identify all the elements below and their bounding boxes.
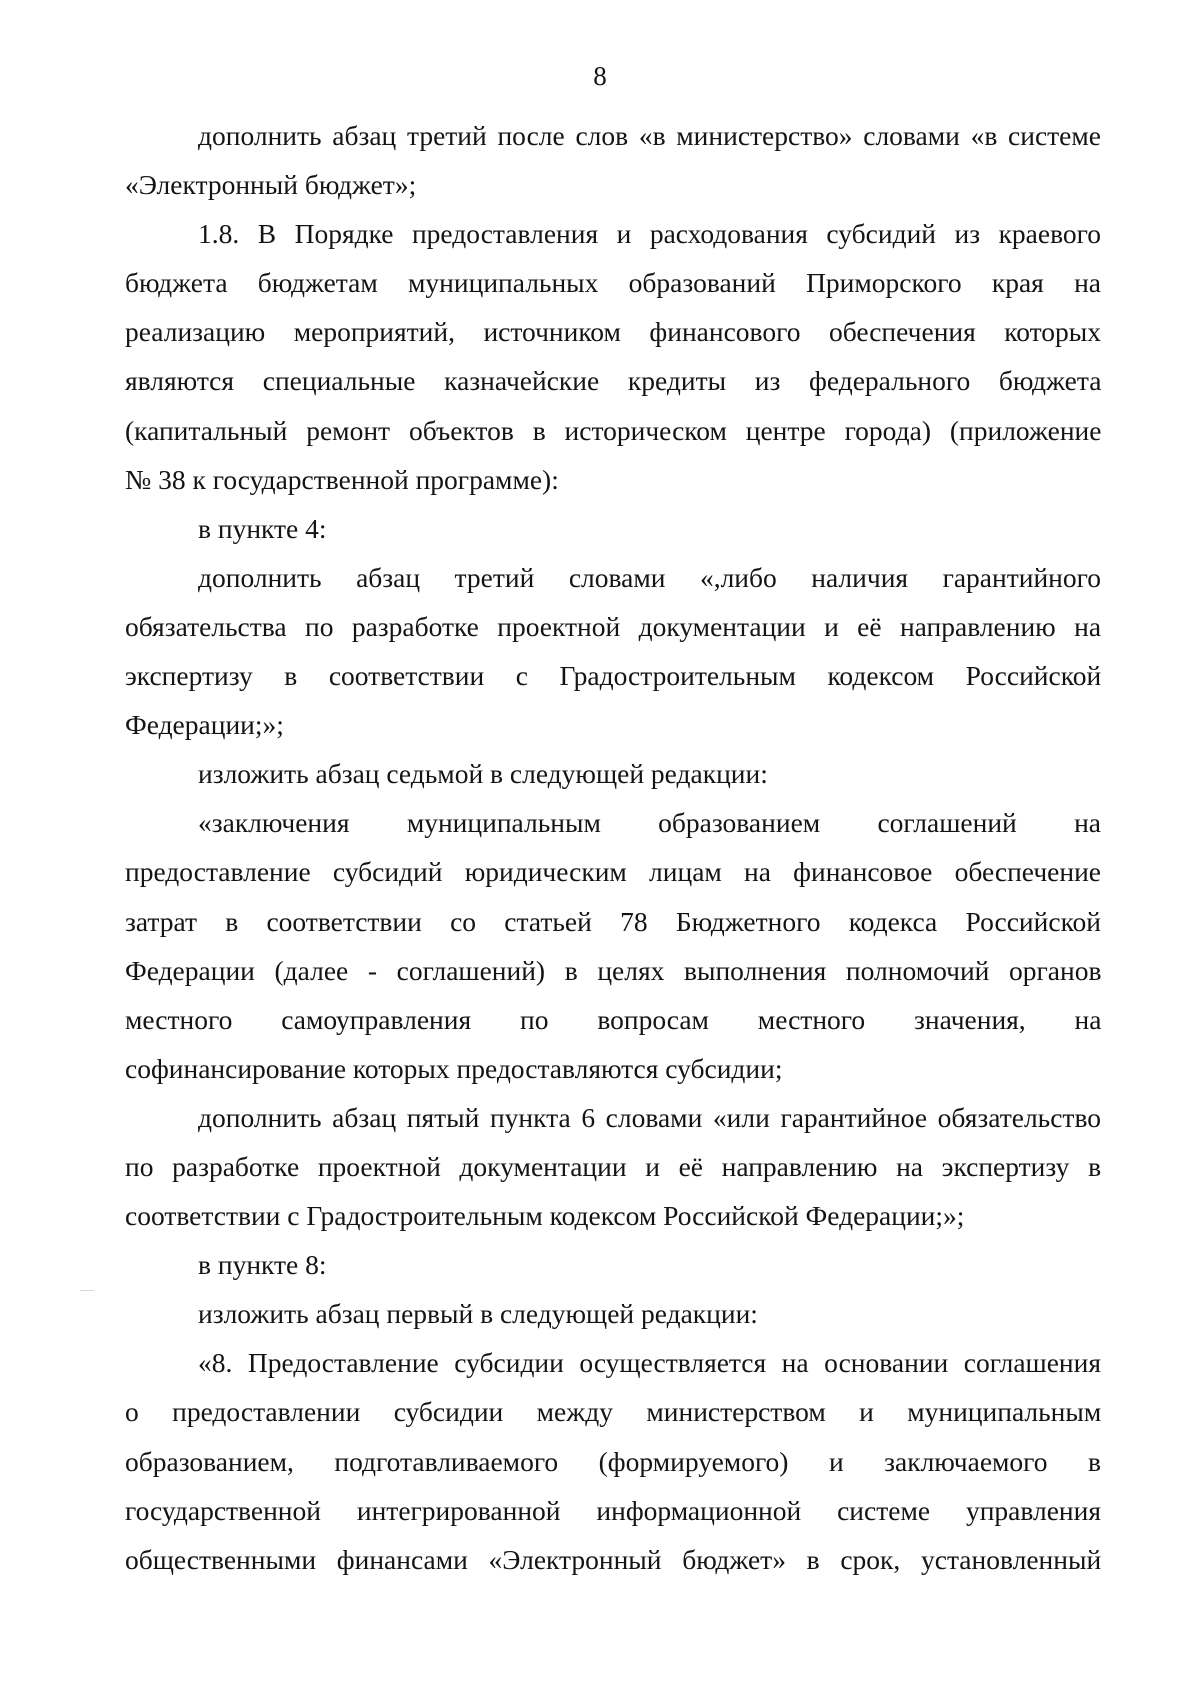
paragraph-line: предоставление субсидий юридическим лицам на финансовое обеспечение (125, 856, 1101, 888)
document-body (125, 111, 1101, 1584)
paragraph-line: «заключения муниципальным образованием соглашений на (198, 807, 1101, 839)
paragraph-line: затрат в соответствии со статьей 78 Бюджетного кодекса Российской (125, 905, 1102, 937)
paragraph-line: соответствии с Градостроительным кодексом Российской Федерации;»; (125, 1200, 965, 1232)
paragraph-line: экспертизу в соответствии с Градостроительным кодексом Российской (125, 660, 1102, 692)
paragraph-line: Федерации (далее - соглашений) в целях выполнения полномочий органов (125, 954, 1102, 986)
paragraph-line: бюджета бюджетам муниципальных образований Приморского края на (125, 267, 1101, 299)
paragraph-line: по разработке проектной документации и её направлению на экспертизу в (125, 1150, 1102, 1182)
paragraph-line: реализацию мероприятий, источником финансового обеспечения которых (125, 316, 1101, 348)
scan-margin-mark (80, 1290, 94, 1291)
paragraph-line: «8. Предоставление субсидии осуществляется на основании соглашения (198, 1347, 1101, 1379)
paragraph-line: образованием, подготавливаемого (формируемого) и заключаемого в (125, 1445, 1101, 1477)
paragraph-line: местного самоуправления по вопросам местного значения, на (125, 1003, 1102, 1035)
paragraph-line: о предоставлении субсидии между министерством и муниципальным (125, 1396, 1102, 1428)
paragraph-line: изложить абзац седьмой в следующей редакции: (198, 758, 768, 790)
paragraph-line: дополнить абзац третий после слов «в министерство» словами «в системе (198, 120, 1101, 151)
paragraph-5 (125, 749, 1101, 798)
page-number: 8 (593, 61, 607, 91)
paragraph-line: дополнить абзац третий словами «,либо наличия гарантийного (198, 561, 1101, 593)
paragraph-10 (125, 1338, 1101, 1583)
paragraph-3 (125, 504, 1101, 553)
paragraph-2 (125, 209, 1101, 504)
paragraph-1 (125, 111, 1101, 209)
paragraph-6 (125, 798, 1101, 1093)
paragraph-line: (капитальный ремонт объектов в историческом центре города) (приложение (125, 414, 1102, 446)
paragraph-line: № 38 к государственной программе): (125, 463, 559, 495)
paragraph-7 (125, 1093, 1101, 1240)
paragraph-4 (125, 553, 1101, 749)
paragraph-8 (125, 1240, 1101, 1289)
paragraph-line: «Электронный бюджет»; (125, 169, 417, 201)
paragraph-line: обязательства по разработке проектной документации и её направлению на (125, 610, 1102, 642)
paragraph-line: в пункте 8: (198, 1249, 327, 1281)
paragraph-line: софинансирование которых предоставляются субсидии; (125, 1052, 783, 1084)
paragraph-line: являются специальные казначейские кредиты из федерального бюджета (125, 365, 1102, 397)
paragraph-line: в пункте 4: (198, 512, 327, 544)
paragraph-line: изложить абзац первый в следующей редакции: (198, 1298, 758, 1330)
paragraph-line: общественными финансами «Электронный бюджет» в срок, установленный (125, 1543, 1102, 1575)
paragraph-line: государственной интегрированной информационной системе управления (125, 1494, 1101, 1526)
paragraph-line: Федерации;»; (125, 709, 284, 741)
paragraph-line: 1.8. В Порядке предоставления и расходования субсидий из краевого (198, 218, 1101, 250)
paragraph-9 (125, 1289, 1101, 1338)
paragraph-line: дополнить абзац пятый пункта 6 словами «или гарантийное обязательство (198, 1101, 1101, 1133)
